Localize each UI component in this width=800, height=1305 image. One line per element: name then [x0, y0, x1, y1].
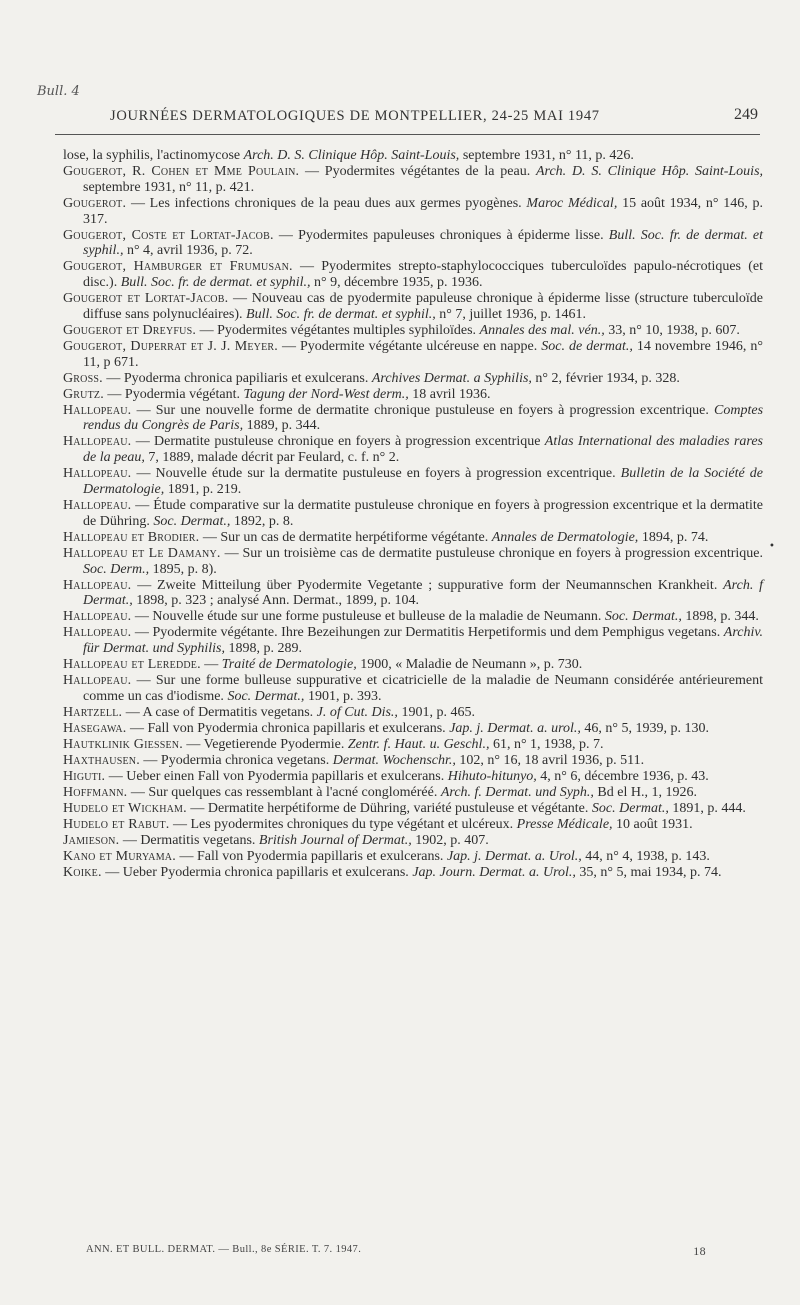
reference-details: 1891, p. 444. [672, 800, 746, 816]
reference-entry [63, 546, 763, 578]
reference-title: — Pyodermite végétante ulcéreuse en nappe. [282, 338, 538, 354]
page-number: 249 [734, 106, 758, 123]
reference-journal: Arch. f Dermat., [83, 577, 764, 609]
reference-authors: Hasegawa. [63, 720, 127, 736]
reference-entry [63, 737, 763, 753]
reference-details: 1901, p. 393. [307, 688, 382, 704]
reference-authors: Grutz. [63, 386, 104, 402]
reference-entry [63, 849, 763, 865]
reference-journal: Dermat. Wochenschr., [332, 752, 456, 768]
reference-title: — Sur une nouvelle forme de dermatite chronique pustuleuse en foyers à progression excentrique. [136, 402, 709, 418]
reference-title: — Les infections chroniques de la peau dues aux germes pyogènes. [130, 195, 522, 211]
reference-title: — Pyodermites végétantes multiples syphiloïdes. [199, 322, 477, 338]
reference-entry [63, 259, 763, 291]
reference-entry [63, 530, 763, 546]
reference-authors: Hartzell. [63, 704, 123, 720]
reference-journal: Soc. Dermat., [604, 609, 682, 625]
reference-journal: Soc. Dermat., [153, 513, 231, 529]
reference-journal: Hihuto-hitunyo, [447, 768, 537, 784]
reference-entry [63, 578, 763, 610]
reference-title: — Ueber einen Fall von Pyodermia papillaris et exulcerans. [108, 768, 445, 784]
reference-details: 33, n° 10, 1938, p. 607. [608, 322, 740, 338]
reference-title: — Fall von Pyodermia papillaris et exulcerans. [179, 848, 444, 864]
reference-details: 35, n° 5, mai 1934, p. 74. [579, 864, 722, 880]
reference-journal: Traité de Dermatologie, [221, 657, 357, 673]
reference-details: 1901, p. 465. [401, 704, 475, 720]
reference-title: — Dermatite herpétiforme de Dühring, variété pustuleuse et végétante. [190, 800, 589, 816]
reference-title: — Pyodermia végétant. [107, 386, 240, 402]
reference-journal: Archiv. für Dermat. und Syphilis, [83, 625, 764, 657]
reference-authors: Gougerot, Duperrat et J. J. Meyer. [63, 338, 278, 354]
reference-authors: Hoffmann. [63, 784, 128, 800]
reference-details: 7, 1889, malade décrit par Feulard, c. f. n° 2. [148, 450, 400, 466]
reference-details: n° 2, février 1934, p. 328. [535, 370, 680, 386]
reference-authors: Gougerot, Coste et Lortat-Jacob. [63, 227, 274, 243]
reference-title: — Sur une forme bulleuse suppurative et cicatricielle de la maladie de Neumann considérée antérieurement comme un cas d'iodisme. [83, 673, 764, 704]
reference-authors: Gougerot, R. Cohen et Mme Poulain. [63, 163, 300, 179]
reference-entry [63, 339, 763, 371]
reference-details: 1892, p. 8. [233, 513, 294, 529]
reference-journal: Soc. Derm., [83, 561, 150, 577]
reference-entry [63, 371, 763, 387]
reference-title: — Pyodermites végétantes de la peau. [305, 163, 531, 179]
reference-entry [63, 817, 763, 833]
reference-title: — Pyodermite végétante. Ihre Bezeihungen zur Dermatitis Herpetiformis und dem Pemphigus vegetans. [134, 625, 721, 641]
reference-entry [63, 498, 763, 530]
reference-details: 46, n° 5, 1939, p. 130. [584, 720, 709, 736]
reference-details: 14 novembre 1946, n° 11, p 671. [83, 338, 764, 370]
reference-authors: Gougerot et Dreyfus. [63, 322, 197, 338]
reference-journal: Jap. j. Dermat. a. urol., [449, 720, 581, 736]
reference-authors: Hallopeau. [63, 625, 132, 641]
reference-journal: Arch. f. Dermat. und Syph., [440, 784, 594, 800]
reference-entry [63, 833, 763, 849]
reference-authors: Koike. [63, 864, 102, 880]
reference-title: — Fall von Pyodermia chronica papillaris et exulcerans. [130, 720, 446, 736]
reference-entry [63, 164, 763, 196]
reference-authors: Hallopeau et Brodier. [63, 529, 200, 545]
reference-journal: Arch. D. S. Clinique Hôp. Saint-Louis, [243, 148, 460, 163]
reference-title: — Vegetierende Pyodermie. [186, 736, 345, 752]
reference-title: — [204, 657, 219, 673]
handwritten-note: Bull. 4 [37, 84, 80, 99]
reference-details: n° 7, juillet 1936, p. 1461. [439, 306, 587, 322]
reference-journal: Archives Dermat. a Syphilis, [371, 370, 532, 386]
reference-authors: Hallopeau. [63, 497, 132, 513]
reference-title: — Sur un troisième cas de dermatite pustuleuse chronique en foyers à progression excentrique. [224, 545, 764, 561]
reference-details: 1895, p. 8). [152, 561, 217, 577]
reference-details: n° 4, avril 1936, p. 72. [126, 243, 253, 259]
reference-details: 1898, p. 323 ; analysé Ann. Dermat., 1899, p. 104. [136, 593, 419, 609]
reference-entry [63, 323, 763, 339]
signature-number: 18 [693, 1244, 706, 1258]
reference-details: 61, n° 1, 1938, p. 7. [492, 736, 604, 752]
reference-title: — Dermatite pustuleuse chronique en foyers à progression excentrique [135, 434, 541, 450]
reference-details: 1898, p. 289. [228, 641, 302, 657]
reference-details: 102, n° 16, 18 avril 1936, p. 511. [459, 752, 645, 768]
reference-title: lose, la syphilis, l'actinomycose [63, 148, 241, 163]
reference-journal: J. of Cut. Dis., [316, 704, 398, 720]
reference-entry [63, 196, 763, 228]
reference-authors: Kano et Muryama. [63, 848, 176, 864]
running-header [52, 98, 762, 132]
reference-journal: Comptes rendus du Congrès de Paris, [83, 402, 764, 434]
reference-authors: Hautklinik Giessen. [63, 736, 183, 752]
reference-journal: Soc. Dermat., [591, 800, 669, 816]
reference-entry [63, 148, 763, 164]
reference-title: — Sur quelques cas ressemblant à l'acné congloméréé. [130, 784, 438, 800]
reference-list [63, 148, 763, 881]
reference-title: — Dermatitis vegetans. [122, 832, 256, 848]
margin-dot: • [769, 541, 775, 552]
reference-entry [63, 785, 763, 801]
reference-title: — Pyodermites papuleuses chroniques à épiderme lisse. [278, 227, 604, 243]
reference-journal: Bull. Soc. fr. de dermat. et syphil., [120, 275, 311, 291]
reference-title: — Les pyodermites chroniques du type végétant et ulcéreux. [172, 816, 514, 832]
reference-journal: Bull. Soc. fr. de dermat. et syphil., [246, 306, 436, 322]
reference-details: 1894, p. 74. [641, 529, 709, 545]
reference-details: 1902, p. 407. [415, 832, 489, 848]
reference-title: — Pyodermites strepto-staphylococciques tuberculoïdes papulo-nécrotiques (et disc.). [83, 259, 763, 291]
reference-title: — Nouvelle étude sur la dermatite pustuleuse en foyers à progression excentrique. [136, 466, 616, 482]
reference-details: 4, n° 6, décembre 1936, p. 43. [540, 768, 709, 784]
reference-details: 1889, p. 344. [246, 418, 321, 434]
reference-authors: Hallopeau et Leredde. [63, 657, 201, 673]
reference-entry [63, 865, 763, 881]
reference-journal: Jap. Journ. Dermat. a. Urol., [412, 864, 576, 880]
reference-authors: Hallopeau. [63, 577, 132, 593]
reference-authors: Hudelo et Wickham. [63, 800, 187, 816]
reference-authors: Higuti. [63, 768, 106, 784]
reference-journal: Zentr. f. Haut. u. Geschl., [347, 736, 490, 752]
reference-journal: Presse Médicale, [516, 816, 613, 832]
reference-journal: British Journal of Dermat., [258, 832, 412, 848]
reference-entry [63, 753, 763, 769]
reference-title: — Zweite Mitteilung über Pyodermite Vegetante ; suppurative form der Neumannschen Krankheit. [137, 577, 718, 593]
reference-authors: Jamieson. [63, 832, 120, 848]
journal-title: JOURNÉES DERMATOLOGIQUES DE MONTPELLIER, 24-25 MAI 1947 [110, 108, 600, 124]
reference-journal: Bull. Soc. fr. de dermat. et syphil., [83, 227, 764, 259]
reference-entry [63, 387, 763, 403]
footer-citation: ANN. ET BULL. DERMAT. — Bull., 8e SÉRIE. T. 7. 1947. [86, 1244, 362, 1255]
reference-journal: Maroc Médical, [526, 195, 618, 211]
reference-journal: Annales de Dermatologie, [491, 529, 639, 545]
reference-authors: Gougerot et Lortat-Jacob. [63, 291, 229, 307]
reference-authors: Gougerot. [63, 195, 127, 211]
reference-details: 10 août 1931. [616, 816, 693, 832]
reference-entry [63, 705, 763, 721]
reference-details: n° 9, décembre 1935, p. 1936. [313, 275, 483, 291]
reference-entry [63, 291, 763, 323]
reference-title: — A case of Dermatitis vegetans. [125, 704, 314, 720]
reference-details: 18 avril 1936. [412, 386, 491, 402]
reference-details: 1891, p. 219. [167, 481, 242, 497]
reference-details: 1898, p. 344. [685, 609, 759, 625]
reference-details: septembre 1931, n° 11, p. 421. [83, 179, 255, 195]
reference-details: septembre 1931, n° 11, p. 426. [462, 148, 634, 163]
reference-entry [63, 673, 763, 705]
reference-entry [63, 228, 763, 260]
reference-title: — Nouvelle étude sur une forme pustuleuse et bulleuse de la maladie de Neumann. [134, 609, 602, 625]
reference-entry [63, 769, 763, 785]
reference-details: 15 août 1934, n° 146, p. 317. [83, 195, 764, 227]
reference-journal: Tagung der Nord-West derm., [243, 386, 409, 402]
header-rule [55, 134, 760, 135]
reference-authors: Gougerot, Hamburger et Frumusan. [63, 259, 293, 275]
reference-title: — Nouveau cas de pyodermite papuleuse chronique à épiderme lisse (structure tuberculoïde diffuse sans polynucléaires). [83, 291, 763, 322]
reference-authors: Hallopeau. [63, 434, 132, 450]
reference-entry [63, 657, 763, 673]
reference-authors: Hudelo et Rabut. [63, 816, 170, 832]
reference-authors: Hallopeau. [63, 466, 132, 482]
reference-title: — Étude comparative sur la dermatite pustuleuse chronique en foyers à progression excentrique et la dermatite de Dühring. [83, 497, 763, 529]
reference-title: — Ueber Pyodermia chronica papillaris et exulcerans. [105, 864, 409, 880]
reference-details: 44, n° 4, 1938, p. 143. [585, 848, 710, 864]
reference-entry [63, 721, 763, 737]
reference-entry [63, 434, 763, 466]
reference-title: — Pyoderma chronica papiliaris et exulcerans. [106, 370, 369, 386]
reference-authors: Hallopeau. [63, 673, 132, 689]
reference-authors: Hallopeau. [63, 609, 132, 625]
reference-title: — Pyodermia chronica vegetans. [143, 752, 330, 768]
reference-entry [63, 609, 763, 625]
reference-entry [63, 801, 763, 817]
reference-journal: Annales des mal. vén., [479, 322, 605, 338]
reference-journal: Soc. de dermat., [541, 338, 633, 354]
reference-title: — Sur un cas de dermatite herpétiforme végétante. [202, 529, 489, 545]
reference-details: Bd el H., 1, 1926. [597, 784, 697, 800]
page-footer [86, 1244, 706, 1258]
reference-journal: Arch. D. S. Clinique Hôp. Saint-Louis, [535, 163, 764, 179]
reference-entry [63, 466, 763, 498]
reference-entry [63, 625, 763, 657]
reference-authors: Gross. [63, 370, 103, 386]
reference-entry [63, 403, 763, 435]
reference-journal: Soc. Dermat., [227, 688, 305, 704]
reference-journal: Jap. j. Dermat. a. Urol., [446, 848, 582, 864]
reference-journal: Atlas International des maladies rares de la peau, [83, 434, 763, 466]
reference-authors: Hallopeau. [63, 402, 132, 418]
reference-authors: Hallopeau et Le Damany. [63, 545, 221, 561]
reference-details: 1900, « Maladie de Neumann », p. 730. [360, 657, 583, 673]
reference-authors: Haxthausen. [63, 752, 140, 768]
reference-journal: Bulletin de la Société de Dermatologie, [83, 466, 764, 497]
